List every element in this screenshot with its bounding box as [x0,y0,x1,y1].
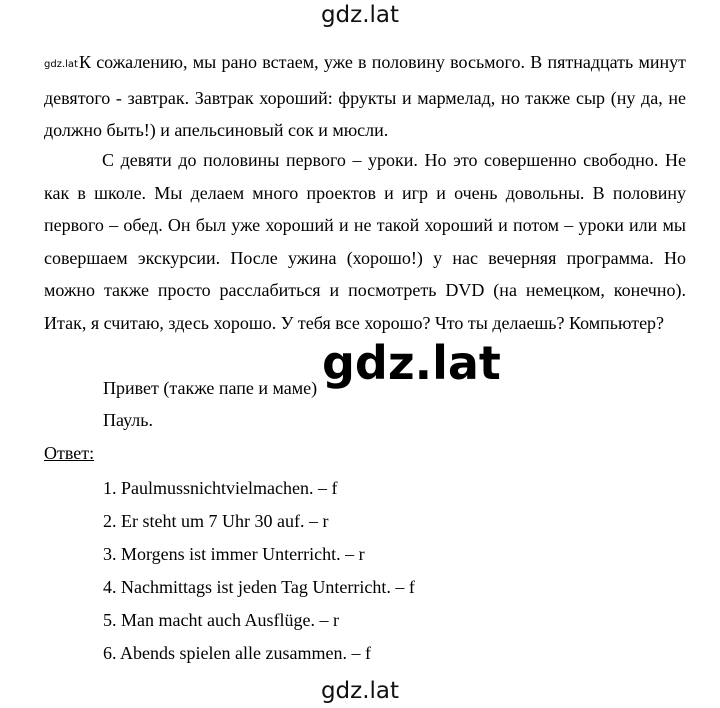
watermark-top: gdz.lat [320,2,400,28]
letter-paragraph-2: С девяти до половины первого – уроки. Но это совершенно свободно. Не как в школе. Мы делаем много проектов и игр и очень довольны. В половину первого – обед. Он был уже хороший и не такой хороший и потом – уроки или мы совершаем экскурсии. После ужина (хорошо!) у нас вечерняя программа. Но можно также просто расслабиться и посмотреть DVD (на немецком, конечно). Итак, я считаю, здесь хорошо. У тебя все хорошо? Что ты делаешь? Компьютер? [44,150,686,333]
greeting-line: Привет (также папе и маме) [103,378,318,398]
answer-item-5: 5. Man macht auch Ausflüge. – r [103,610,339,630]
signature-line: Пауль. [103,410,153,430]
watermark-middle: gdz.lat [322,336,501,390]
watermark-bottom: gdz.lat [320,678,400,704]
watermark-inline: gdz.lat [44,59,78,70]
letter-paragraph-1 [44,46,686,147]
answer-item-6: 6. Abends spielen alle zusammen. – f [103,643,371,663]
paragraph-1-text: К сожалению, мы рано встаем, уже в половину восьмого. В пятнадцать минут девятого - завтрак. Завтрак хороший: фрукты и мармелад, но также сыр (ну да, не должно быть!) и апельсиновый сок и мюсли. [44,52,686,140]
answer-item-4: 4. Nachmittags ist jeden Tag Unterricht. – f [103,577,415,597]
answer-label: Ответ: [44,443,95,463]
answer-item-3: 3. Morgens ist immer Unterricht. – r [103,544,365,564]
answer-item-1: 1. Paulmussnichtvielmachen. – f [103,478,338,498]
answer-item-2: 2. Er steht um 7 Uhr 30 auf. – r [103,511,329,531]
